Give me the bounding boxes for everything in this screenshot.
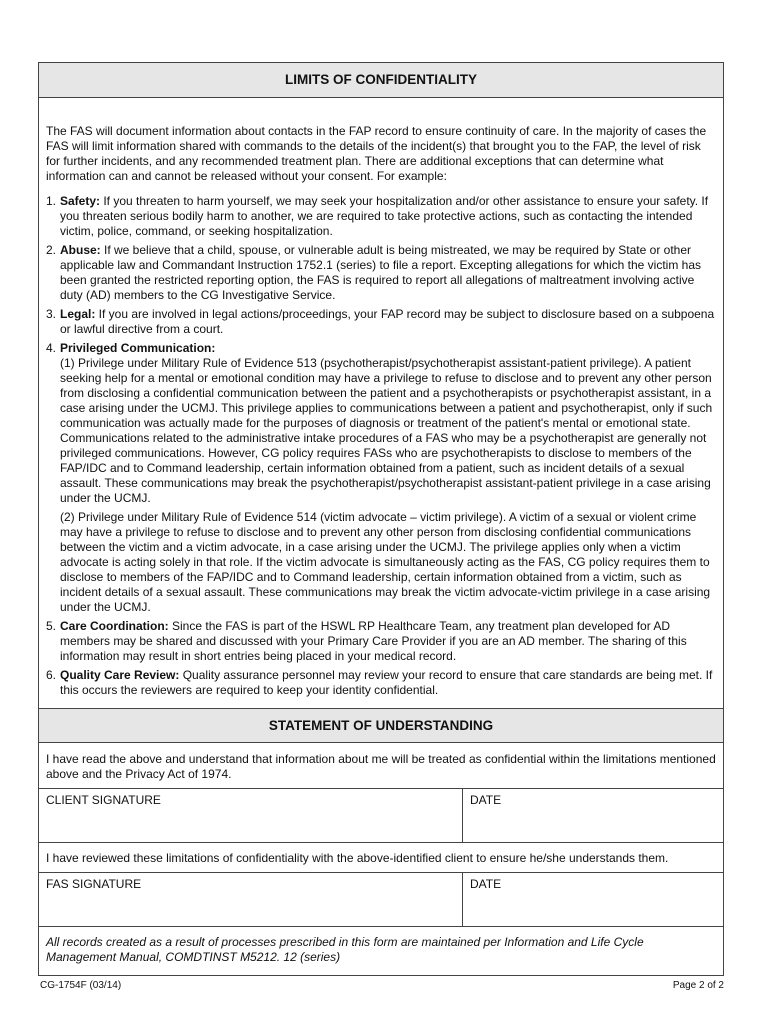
fas-signature-row <box>39 873 723 927</box>
item-number: 3. <box>46 307 57 321</box>
item-label: Safety: <box>60 194 101 208</box>
fas-signature-label: FAS SIGNATURE <box>46 877 142 891</box>
item-label: Care Coordination: <box>60 619 169 633</box>
item-number: 6. <box>46 668 57 682</box>
item-number: 5. <box>46 619 57 633</box>
item-text: Since the FAS is part of the HSWL RP Healthcare Team, any treatment plan developed for AD members may be shared and discussed with your Primary Care Provider if you are an AD member. The sharing of this information may result in short entries being placed in your medical record. <box>60 619 687 663</box>
limit-item-care-coordination <box>46 619 717 664</box>
privilege-514-text: (2) Privilege under Military Rule of Evidence 514 (victim advocate – victim privilege). A victim of a sexual or violent crime may have a privilege to refuse to disclose and to prevent any other person from disclosing confidential communications between the victim and a victim advocate, in a case arising under the UCMJ. The privilege applies only when a victim advocate is acting solely in that role. If the victim advocate is simultaneously acting as the FAS, CG policy requires them to disclose to members of the FAP/IDC and to Command leadership, certain information obtained from a victim, such as incident details of a sexual assault. These communications may break the victim advocate-victim privilege in a case arising under the UCMJ. <box>60 510 711 614</box>
understanding-statement: I have read the above and understand that information about me will be treated as confidential within the limitations mentioned above and the Privacy Act of 1974. <box>39 743 723 789</box>
privilege-513-text: (1) Privilege under Military Rule of Evidence 513 (psychotherapist/psychotherapist assistant-patient privilege). A patient seeking help for a mental or emotional condition may have a privilege to refuse to disclose and to prevent any other person from disclosing a confidential communication between the patient and a psychotherapists or psychotherapist assistant, in a case arising under the UCMJ. This privilege applies to communications between a patient and psychotherapist, only if such communication was actually made for the purposes of diagnosis or treatment of the patient's mental or emotional state. Communications related to the administrative intake procedures of a FAS who may be a psychotherapist are generally not privileged communications. However, CG policy requires FASs who are psychotherapists to disclose to members of the FAP/IDC and to Command leadership, certain information obtained from a patient, such as incident details of a sexual assault. These communications may break the psychotherapist/psychotherapist assistant-patient privilege in a case arising under the UCMJ. <box>60 356 713 505</box>
client-date-label: DATE <box>470 793 502 807</box>
item-label: Legal: <box>60 307 96 321</box>
reviewed-statement: I have reviewed these limitations of confidentiality with the above-identified client to ensure he/she understands them. <box>39 843 723 873</box>
fas-signature-field[interactable] <box>39 873 463 926</box>
item-text: If you threaten to harm yourself, we may seek your hospitalization and/or other assistance to ensure your safety. If you threaten serious bodily harm to another, we are required to take protective actions, such as contacting the intended victim, police, command, or seeking hospitalization. <box>60 194 709 238</box>
item-number: 1. <box>46 194 57 208</box>
limit-item-legal <box>46 307 717 337</box>
item-text: If you are involved in legal actions/proceedings, your FAP record may be subject to disclosure based on a subpoena or lawful directive from a court. <box>60 307 715 336</box>
fas-date-label: DATE <box>470 877 502 891</box>
item-label: Abuse: <box>60 243 101 257</box>
limit-item-quality-care-review <box>46 668 717 698</box>
confidentiality-form <box>38 62 724 976</box>
limit-item-privileged-communication <box>46 341 717 615</box>
item-label: Quality Care Review: <box>60 668 180 682</box>
item-text: Quality assurance personnel may review your record to ensure that care standards are being met. If this occurs the reviewers are required to keep your identity confidential. <box>60 668 713 697</box>
page-number: Page 2 of 2 <box>672 980 724 991</box>
client-signature-field[interactable] <box>39 789 463 842</box>
item-number: 2. <box>46 243 57 257</box>
limits-intro: The FAS will document information about contacts in the FAP record to ensure continuity of care. In the majority of cases the FAS will limit information shared with commands to the details of the incident(s) that brought you to the FAP, the level of risk for further incidents, and any recommended treatment plan. There are additional exceptions that can determine what information can and cannot be released without your consent. For example: <box>46 124 707 183</box>
limit-item-safety <box>46 194 717 239</box>
limits-section-body <box>39 98 723 708</box>
form-number: CG-1754F (03/14) <box>40 980 122 991</box>
item-number: 4. <box>46 341 57 355</box>
fas-date-field[interactable] <box>463 873 723 926</box>
client-signature-label: CLIENT SIGNATURE <box>46 793 161 807</box>
limits-section-title: LIMITS OF CONFIDENTIALITY <box>39 63 723 98</box>
client-date-field[interactable] <box>463 789 723 842</box>
item-text: If we believe that a child, spouse, or vulnerable adult is being mistreated, we may be required by State or other applicable law and Commandant Instruction 1752.1 (series) to file a report. Excepting allegations for which the victim has been granted the restricted reporting option, the FAS is required to report all allegations of maltreatment involving active duty (AD) members to the CG Investigative Service. <box>60 243 701 302</box>
client-signature-row <box>39 789 723 843</box>
limit-item-abuse <box>46 243 717 303</box>
records-note: All records created as a result of processes prescribed in this form are maintained per Information and Life Cycle Management Manual, COMDTINST M5212. 12 (series) <box>46 935 644 964</box>
item-label: Privileged Communication: <box>60 341 216 355</box>
understanding-section-title: STATEMENT OF UNDERSTANDING <box>39 708 723 743</box>
